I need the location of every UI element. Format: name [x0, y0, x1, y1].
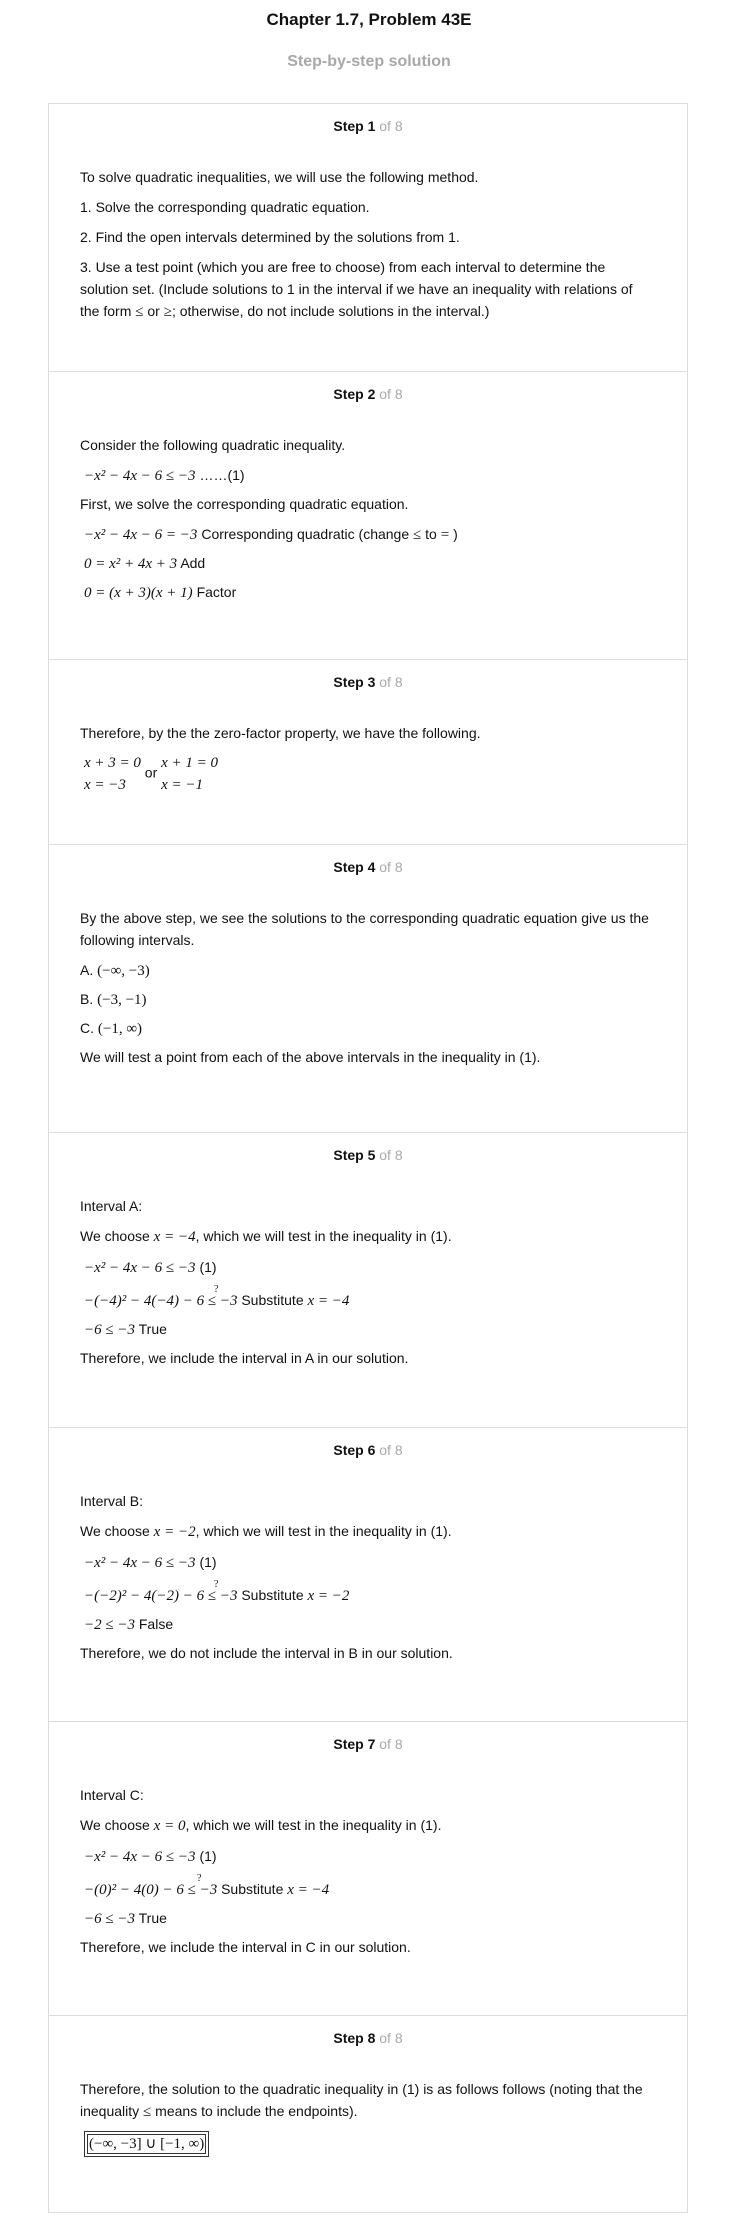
interval-label: A.	[80, 962, 94, 978]
equation-line	[84, 1845, 653, 1868]
step-text: Therefore, we do not include the interval in B in our solution.	[80, 1645, 453, 1661]
step-text	[80, 2078, 653, 2123]
equation-line	[84, 1579, 653, 1607]
equation-line	[84, 464, 653, 487]
equation: −x² − 4x − 6 ≤ −3	[84, 1555, 196, 1571]
step-text: To solve quadratic inequalities, we will use the following method.	[80, 169, 479, 185]
math-symbol: ≤	[143, 2104, 152, 2120]
equation-line	[84, 581, 653, 604]
step-text: Therefore, we include the interval in C in our solution.	[80, 1939, 411, 1955]
equation: x + 1 = 0	[161, 755, 219, 771]
interval-label: C.	[80, 1020, 94, 1036]
step-1	[49, 104, 687, 372]
question-mark: ?	[197, 1873, 202, 1884]
interval-heading: Interval A:	[80, 1198, 143, 1214]
step-count: of 8	[379, 1736, 403, 1752]
step-text: By the above step, we see the solutions to the corresponding quadratic equation give us the following intervals.	[80, 910, 649, 948]
equation-note: Add	[180, 555, 206, 571]
step-label: Step 6	[333, 1442, 376, 1458]
step-label: Step 2	[333, 386, 376, 402]
text: Therefore, the solution to the quadratic inequality in (1) is as follows follows (noting that the inequality	[80, 2081, 643, 2119]
test-value: x = −2	[153, 1524, 196, 1540]
step-count: of 8	[379, 118, 403, 134]
interval-label: B.	[80, 991, 94, 1007]
equation-with-question	[84, 1873, 218, 1901]
method-text: 3. Use a test point (which you are free to choose) from each interval to determine the solution set. (Include solutions to 1 in the interval if we have an inequality with relations of the form	[80, 259, 633, 319]
text: We choose	[80, 1228, 150, 1244]
step-count: of 8	[379, 2030, 403, 2046]
equation-note: True	[138, 1321, 167, 1337]
equation: −2 ≤ −3	[84, 1617, 135, 1633]
step-body	[80, 1195, 653, 1377]
step-count: of 8	[379, 859, 403, 875]
equation-pair	[161, 752, 218, 796]
step-text	[80, 1225, 653, 1248]
step-text: Therefore, we include the interval in A in our solution.	[80, 1350, 409, 1366]
interval-item	[80, 959, 653, 982]
equation-note: Substitute	[221, 1881, 284, 1897]
test-value: x = 0	[153, 1818, 186, 1834]
step-7	[49, 1722, 687, 2016]
step-6	[49, 1428, 687, 1722]
step-heading	[49, 1736, 687, 1752]
step-8	[49, 2016, 687, 2212]
equation-line	[84, 523, 653, 546]
equation-system	[84, 752, 653, 796]
equation: −(−2)² − 4(−2) − 6 ≤ −3	[84, 1588, 238, 1604]
equation-note: )	[453, 526, 458, 542]
text: We choose	[80, 1817, 150, 1833]
conjunction: or	[144, 764, 158, 781]
step-heading	[49, 2030, 687, 2046]
equation-note: to	[425, 526, 437, 542]
equation-note: Substitute	[241, 1292, 304, 1308]
step-heading	[49, 386, 687, 402]
step-3	[49, 660, 687, 845]
equation-tag: (1)	[199, 1848, 217, 1864]
interval-item	[80, 1017, 653, 1040]
interval-value: (−3, −1)	[97, 992, 147, 1008]
solution-container	[48, 103, 688, 2213]
step-label: Step 5	[333, 1147, 376, 1163]
step-text	[80, 1814, 653, 1837]
equation-note: Corresponding quadratic (change	[201, 526, 410, 542]
text: , which we will test in the inequality in (1).	[195, 1228, 452, 1244]
equation: −x² − 4x − 6 = −3	[84, 527, 198, 543]
equation-tag: (1)	[199, 1259, 217, 1275]
step-body	[80, 2078, 653, 2163]
step-body	[80, 907, 653, 1076]
step-count: of 8	[379, 386, 403, 402]
text: , which we will test in the inequality in (1).	[195, 1523, 452, 1539]
equation: −6 ≤ −3	[84, 1911, 135, 1927]
page-title: Chapter 1.7, Problem 43E	[266, 10, 472, 29]
equation-line	[84, 1318, 653, 1341]
step-heading	[49, 1147, 687, 1163]
equation-with-question	[84, 1579, 238, 1607]
step-label: Step 7	[333, 1736, 376, 1752]
question-mark: ?	[214, 1284, 219, 1295]
equation: 0 = x² + 4x + 3	[84, 556, 178, 572]
equation: x = −1	[161, 777, 204, 793]
step-count: of 8	[379, 674, 403, 690]
conjunction: or	[147, 303, 160, 319]
equation-line	[84, 1907, 653, 1930]
method-text: ; otherwise, do not include solutions in the interval.)	[171, 303, 490, 319]
test-value: x = −4	[153, 1229, 196, 1245]
equation: x = −4	[307, 1293, 350, 1309]
equation-line	[84, 1551, 653, 1574]
interval-value: (−1, ∞)	[97, 1021, 143, 1037]
step-text: Consider the following quadratic inequality.	[80, 437, 346, 453]
step-heading	[49, 1442, 687, 1458]
method-item: 1. Solve the corresponding quadratic equation.	[80, 199, 370, 215]
math-symbol: =	[440, 527, 450, 543]
equation-note: False	[138, 1616, 174, 1632]
equation-line	[84, 1613, 653, 1636]
equation: x = −3	[84, 777, 126, 793]
answer-box: (−∞, −3] ∪ [−1, ∞)	[84, 2131, 209, 2157]
step-heading	[49, 674, 687, 690]
interval-item	[80, 988, 653, 1011]
final-answer	[84, 2131, 653, 2157]
step-label: Step 8	[333, 2030, 376, 2046]
step-text: Therefore, by the the zero-factor property, we have the following.	[80, 725, 481, 741]
step-heading	[49, 118, 687, 134]
step-2	[49, 372, 687, 660]
equation: x = −4	[287, 1882, 330, 1898]
step-body	[80, 722, 653, 802]
equation: x = −2	[307, 1588, 350, 1604]
step-label: Step 4	[333, 859, 376, 875]
equation-note: True	[138, 1910, 167, 1926]
step-body	[80, 1784, 653, 1966]
method-item: 2. Find the open intervals determined by the solutions from 1.	[80, 229, 460, 245]
equation: −(−4)² − 4(−4) − 6 ≤ −3	[84, 1293, 238, 1309]
step-label: Step 1	[333, 118, 376, 134]
equation-pair	[84, 752, 141, 796]
math-symbol: ≤	[135, 304, 144, 320]
equation-line	[84, 1873, 653, 1901]
step-count: of 8	[379, 1442, 403, 1458]
step-body	[80, 434, 653, 610]
equation: −(0)² − 4(0) − 6 ≤ −3	[84, 1882, 218, 1898]
text: , which we will test in the inequality in (1).	[185, 1817, 442, 1833]
equation-note: Substitute	[241, 1587, 304, 1603]
equation: −x² − 4x − 6 ≤ −3	[84, 1260, 196, 1276]
equation: 0 = (x + 3)(x + 1)	[84, 585, 193, 601]
equation: −6 ≤ −3	[84, 1322, 135, 1338]
equation: −x² − 4x − 6 ≤ −3	[84, 468, 196, 484]
interval-value: (−∞, −3)	[97, 963, 150, 979]
equation-with-question	[84, 1284, 238, 1312]
step-label: Step 3	[333, 674, 376, 690]
step-5	[49, 1133, 687, 1428]
equation-note: Factor	[196, 584, 237, 600]
step-body	[80, 1490, 653, 1672]
step-text: We will test a point from each of the above intervals in the inequality in (1).	[80, 1049, 541, 1065]
step-heading	[49, 859, 687, 875]
equation-line	[84, 552, 653, 575]
question-mark: ?	[214, 1579, 219, 1590]
equation-line	[84, 1256, 653, 1279]
step-text	[80, 1520, 653, 1543]
interval-heading: Interval B:	[80, 1493, 144, 1509]
equation-tag: (1)	[199, 1554, 217, 1570]
step-text: First, we solve the corresponding quadratic equation.	[80, 496, 409, 512]
equation: −x² − 4x − 6 ≤ −3	[84, 1849, 196, 1865]
equation: x + 3 = 0	[84, 755, 141, 771]
math-symbol: ≤	[413, 527, 422, 543]
page-subtitle: Step-by-step solution	[287, 53, 451, 70]
equation-line	[84, 1284, 653, 1312]
step-body	[80, 166, 653, 331]
math-symbol: ≥	[163, 304, 172, 320]
text: We choose	[80, 1523, 150, 1539]
method-item	[80, 256, 653, 323]
interval-heading: Interval C:	[80, 1787, 144, 1803]
text: means to include the endpoints).	[155, 2103, 358, 2119]
equation-tag: ……(1)	[199, 467, 245, 483]
step-count: of 8	[379, 1147, 403, 1163]
step-4	[49, 845, 687, 1133]
